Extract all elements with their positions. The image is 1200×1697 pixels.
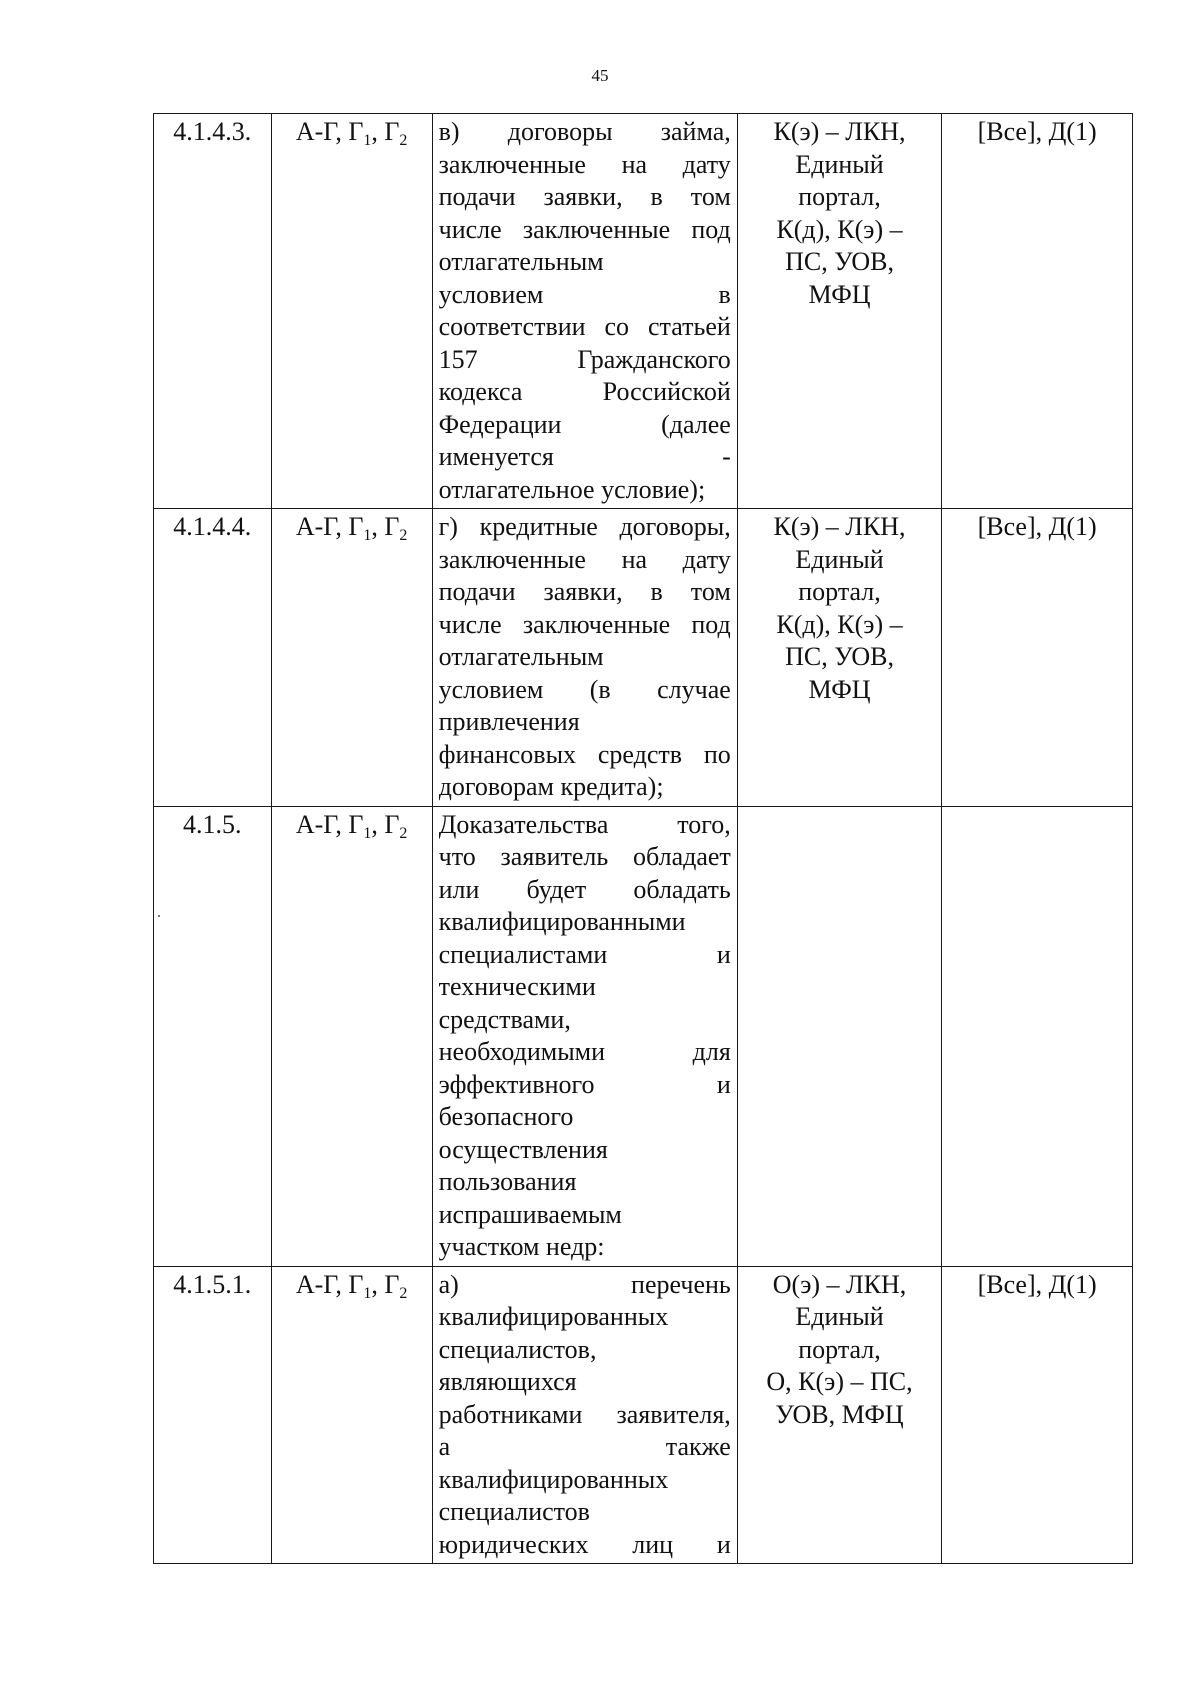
description-line: г) кредитные договоры, [438,512,731,541]
category-subscript: 2 [399,824,408,842]
item-number: 4.1.4.3. [154,114,272,509]
category-subscript: 2 [399,1284,408,1302]
category-subscript: 1 [363,1284,372,1302]
submission-form-line: К(э) – ЛКН, [773,512,906,541]
description-cell [432,1266,737,1564]
scope-cell: [Все], Д(1) [942,509,1133,807]
description-line: финансовых средств по [438,739,731,769]
description-line: юридических лиц и [438,1529,731,1559]
description-line: отлагательным [438,247,604,276]
submission-form-line: ПС, УОВ, [785,642,894,671]
category-subscript: 2 [399,132,408,149]
category-text: А-Г, Г [295,512,364,541]
description-line: техническими [438,972,596,1001]
category-separator: , Г [371,1269,400,1299]
category-separator: , Г [371,512,400,541]
submission-form-line: портал, [798,577,881,606]
description-line: участком недр: [438,1232,605,1261]
category-separator: , Г [371,809,400,839]
category-text: А-Г, Г [295,809,364,839]
submission-form-line: УОВ, МФЦ [775,1399,904,1429]
scope-cell: [Все], Д(1) [942,114,1133,509]
description-line: эффективного и [438,1069,731,1099]
table-row [154,1266,1133,1564]
submission-form-line: портал, [798,1334,881,1364]
scope-cell: [Все], Д(1) [942,1266,1133,1564]
description-line: специалистов, [438,1334,597,1364]
description-line: квалифицированных [438,1302,669,1331]
description-line: отлагательным [438,642,604,671]
description-line: пользования [438,1167,577,1196]
description-cell [432,509,737,807]
description-line: квалифицированными [438,907,686,936]
description-line: именуется - [438,442,731,471]
submission-form-line: Единый [795,149,884,179]
category-subscript: 1 [363,132,372,149]
description-line: а также [438,1432,731,1461]
category-cell [271,114,432,509]
submission-form-cell [737,114,941,509]
description-line: специалистов [438,1497,590,1526]
description-line: квалифицированных [438,1464,669,1494]
submission-form-line: К(э) – ЛКН, [773,117,906,146]
submission-form-line: К(д), К(э) – [776,214,903,244]
description-line: средствами, [438,1004,571,1034]
description-line: привлечения [438,707,580,736]
category-cell [271,806,432,1266]
submission-form-line: О, К(э) – ПС, [766,1367,913,1396]
category-text: А-Г, Г [295,117,364,146]
description-line: условием в [438,279,731,309]
description-line: договорам кредита); [438,772,664,801]
submission-form-line: Единый [795,544,884,574]
requirements-table [153,113,1133,1564]
category-cell [271,509,432,807]
submission-form-cell [737,806,941,1266]
description-line: или будет обладать [438,874,731,904]
description-line: подачи заявки, в том [438,182,731,211]
description-line: в) договоры займа, [438,117,731,146]
description-line: работниками заявителя, [438,1399,731,1429]
description-cell [432,806,737,1266]
submission-form-line: портал, [798,182,881,211]
submission-form-cell [737,509,941,807]
submission-form-line: Единый [795,1302,884,1331]
item-number: 4.1.5. [154,806,272,1266]
submission-form-line: ПС, УОВ, [785,247,894,276]
description-line: Доказательства того, [438,809,731,839]
description-cell [432,114,737,509]
submission-form-line: К(д), К(э) – [776,609,903,639]
item-number: 4.1.5.1. [154,1266,272,1564]
category-subscript: 2 [399,527,408,544]
submission-form-cell [737,1266,941,1564]
description-line: 157 Гражданского [438,344,731,374]
description-line: испрашиваемым [438,1199,622,1229]
description-line: условием (в случае [438,674,731,704]
submission-form-line: О(э) – ЛКН, [772,1269,907,1299]
description-line: что заявитель обладает [438,842,731,871]
description-line: осуществления [438,1134,608,1164]
category-cell [271,1266,432,1564]
category-subscript: 1 [363,527,372,544]
description-line: заключенные на дату [438,149,731,179]
table-row [154,114,1133,509]
category-subscript: 1 [363,824,372,842]
table-row [154,806,1133,1266]
description-line: числе заключенные под [438,609,731,639]
description-line: Федерации (далее [438,409,731,439]
description-line: безопасного [438,1102,574,1131]
category-separator: , Г [371,117,400,146]
submission-form-line: МФЦ [808,279,871,309]
description-line: кодекса Российской [438,377,731,406]
submission-form-line: МФЦ [808,674,871,704]
description-line: числе заключенные под [438,214,731,244]
table-row [154,509,1133,807]
description-line: необходимыми для [438,1037,731,1066]
category-text: А-Г, Г [295,1269,364,1299]
scope-cell [942,806,1133,1266]
page-number: 45 [591,66,609,85]
description-line: а) перечень [438,1269,731,1299]
description-line: заключенные на дату [438,544,731,574]
item-number: 4.1.4.4. [154,509,272,807]
description-line: являющихся [438,1367,577,1396]
description-line: специалистами и [438,939,731,969]
description-line: отлагательное условие); [438,474,706,504]
description-line: подачи заявки, в том [438,577,731,606]
description-line: соответствии со статьей [438,312,731,341]
